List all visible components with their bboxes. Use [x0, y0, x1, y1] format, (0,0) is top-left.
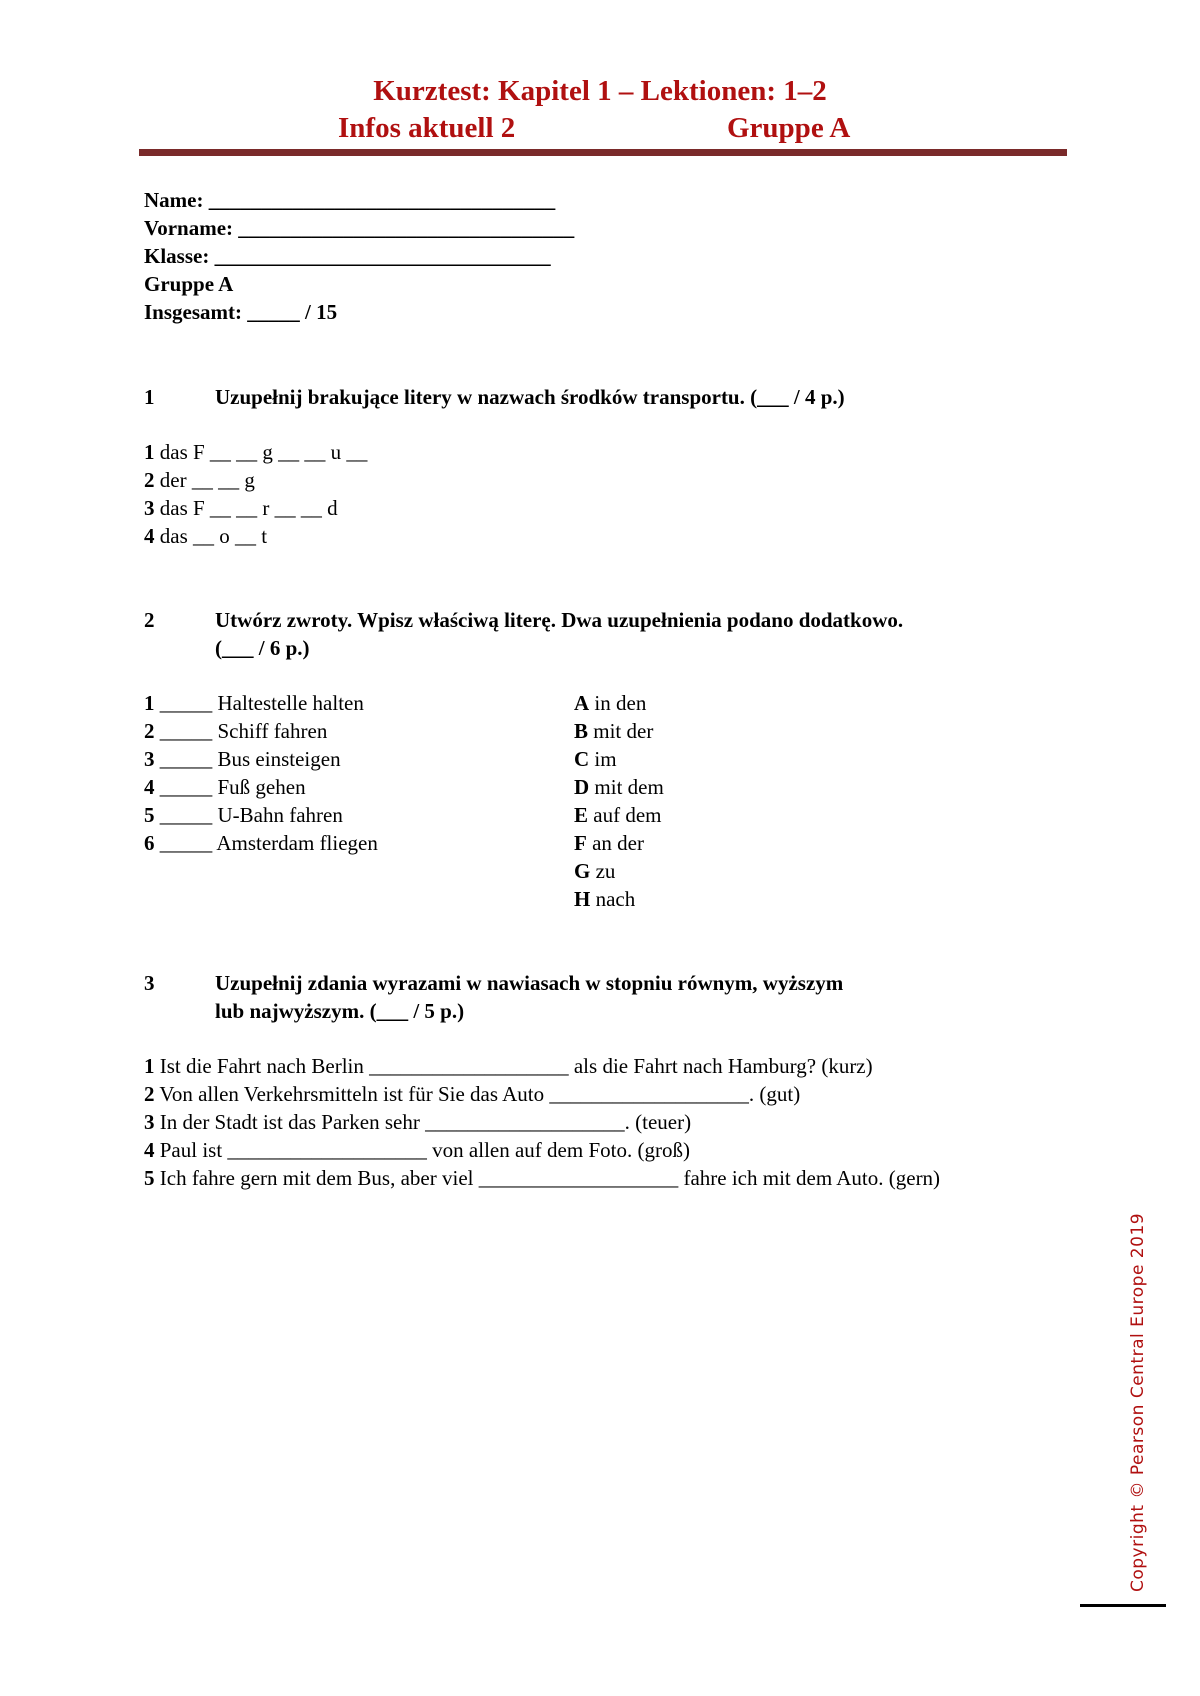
task2-points: (___ / 6 p.): [215, 636, 310, 660]
list-item: 6 _____ Amsterdam fliegen: [144, 831, 378, 855]
option-item: D mit dem: [574, 775, 664, 799]
task2-instruction: Utwórz zwroty. Wpisz właściwą literę. Dwa uzupełnienia podano dodatkowo.: [215, 608, 904, 632]
option-item: H nach: [574, 887, 636, 911]
group-title: Gruppe A: [727, 112, 851, 144]
option-item: G zu: [574, 859, 616, 883]
list-item: 1 das F __ __ g __ __ u __: [144, 440, 368, 464]
task2-number: 2: [144, 608, 155, 632]
task3-number: 3: [144, 971, 155, 995]
task3-instruction-cont: lub najwyższym. (___ / 5 p.): [215, 999, 465, 1023]
klasse-field: Klasse: ________________________________: [144, 244, 551, 268]
option-item: C im: [574, 747, 617, 771]
list-item: 1 _____ Haltestelle halten: [144, 691, 364, 715]
list-item: 5 Ich fahre gern mit dem Bus, aber viel ___________________ fahre ich mit dem Auto. (gern): [144, 1166, 941, 1190]
task1-number: 1: [144, 385, 155, 409]
footer-divider: [1080, 1604, 1166, 1607]
option-item: F an der: [574, 831, 644, 855]
option-item: A in den: [574, 691, 647, 715]
gruppe-label: Gruppe A: [144, 272, 234, 296]
list-item: 3 das F __ __ r __ __ d: [144, 496, 338, 520]
list-item: 4 das __ o __ t: [144, 524, 268, 548]
book-title: Infos aktuell 2: [338, 112, 516, 144]
option-item: B mit der: [574, 719, 654, 743]
name-field: Name: _________________________________: [144, 188, 556, 212]
document-title: Kurztest: Kapitel 1 – Lektionen: 1–2: [373, 75, 827, 107]
task3-instruction: Uzupełnij zdania wyrazami w nawiasach w stopniu równym, wyższym: [215, 971, 844, 995]
list-item: 4 Paul ist ___________________ von allen auf dem Foto. (groß): [144, 1138, 690, 1162]
list-item: 2 _____ Schiff fahren: [144, 719, 328, 743]
list-item: 1 Ist die Fahrt nach Berlin ___________________ als die Fahrt nach Hamburg? (kurz): [144, 1054, 873, 1078]
list-item: 5 _____ U-Bahn fahren: [144, 803, 343, 827]
list-item: 2 Von allen Verkehrsmitteln ist für Sie das Auto ___________________. (gut): [144, 1082, 801, 1106]
option-item: E auf dem: [574, 803, 662, 827]
list-item: 2 der __ __ g: [144, 468, 255, 492]
list-item: 3 In der Stadt ist das Parken sehr ___________________. (teuer): [144, 1110, 692, 1134]
list-item: 4 _____ Fuß gehen: [144, 775, 306, 799]
header-divider: [139, 149, 1067, 156]
list-item: 3 _____ Bus einsteigen: [144, 747, 341, 771]
vorname-field: Vorname: ________________________________: [144, 216, 575, 240]
insgesamt-field: Insgesamt: _____ / 15: [144, 300, 338, 324]
task1-instruction: Uzupełnij brakujące litery w nazwach środków transportu. (___ / 4 p.): [215, 385, 845, 409]
copyright-notice: Copyright © Pearson Central Europe 2019: [1128, 1212, 1148, 1592]
